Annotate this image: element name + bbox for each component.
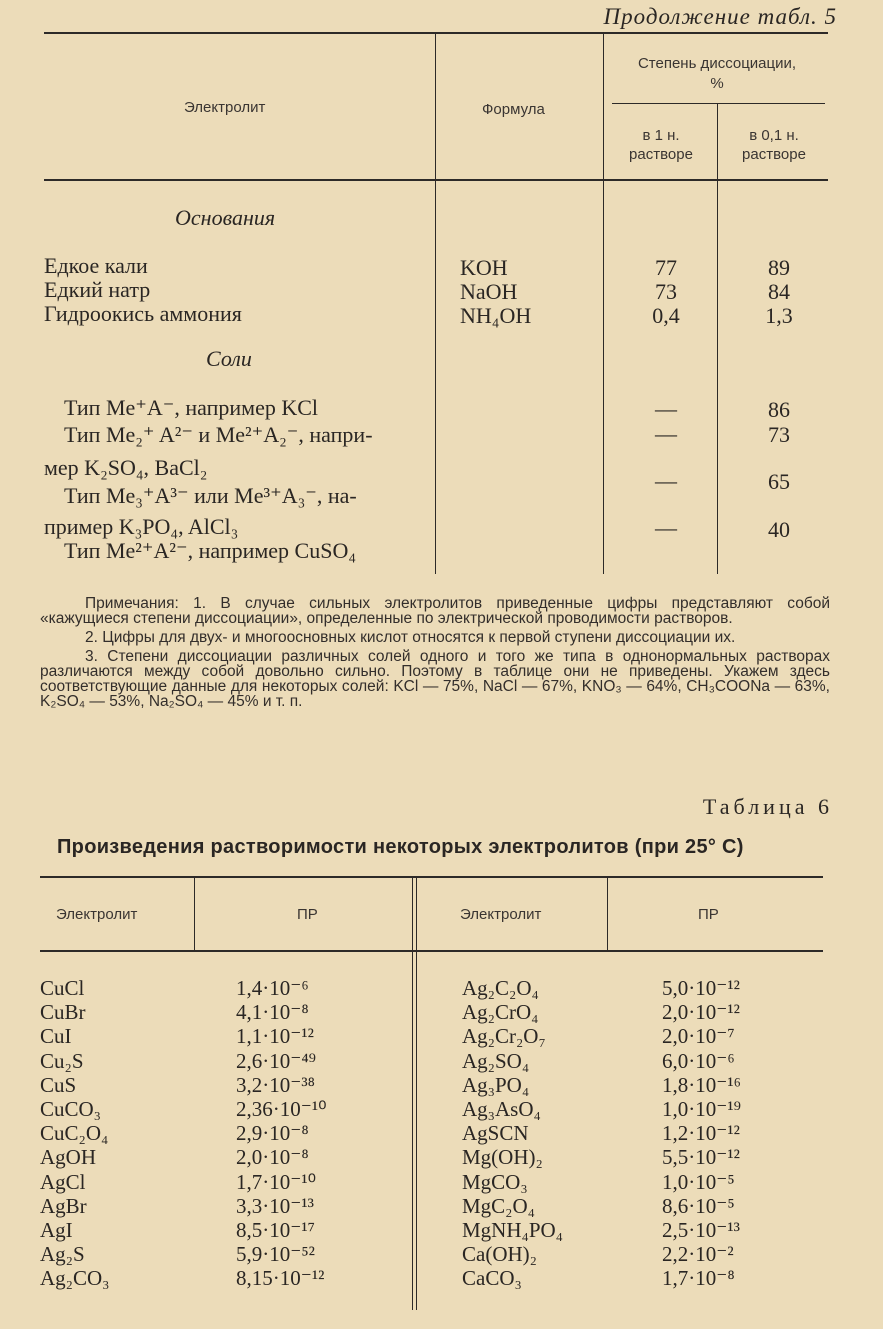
table6-col-pr-right: ПР [698, 906, 719, 923]
salt-v1: — [655, 421, 677, 446]
table5-col-formula: Формула [482, 101, 545, 118]
salt-v1: — [655, 515, 677, 540]
t6-electrolyte-right: Mg(OH)₂ [462, 1145, 543, 1170]
t6-pr-right: 5,5·10⁻¹² [662, 1145, 740, 1170]
t6-pr-right: 1,0·10⁻⁵ [662, 1169, 735, 1194]
t6-electrolyte-right: MgC₂O₄ [462, 1193, 535, 1218]
table6-label: Таблица 6 [702, 794, 833, 819]
t6-electrolyte-right: AgSCN [462, 1121, 529, 1146]
col-1n-line2: растворе [629, 146, 693, 163]
table6-col-pr-left: ПР [297, 906, 318, 923]
table5-col-1n [606, 126, 716, 164]
degree-unit: % [710, 75, 724, 92]
table6-header-rule [40, 950, 823, 952]
t6-electrolyte-right: Ag₃PO₄ [462, 1072, 530, 1097]
base-v01: 89 [768, 255, 790, 280]
salt-line: Тип Me₂⁺ A²⁻ и Me²⁺A₂⁻, напри- [64, 422, 373, 447]
salt-line: Тип Me⁺A⁻, например KCl [64, 395, 319, 420]
t6-pr-left: 3,2·10⁻³⁸ [236, 1072, 315, 1097]
t6-pr-left: 8,5·10⁻¹⁷ [236, 1218, 315, 1242]
t6-pr-right: 1,8·10⁻¹⁶ [662, 1072, 741, 1097]
t6-electrolyte-left: CuCl [40, 976, 85, 1000]
salt-v01: 86 [768, 397, 790, 422]
t6-electrolyte-right: Ca(OH)₂ [462, 1242, 537, 1267]
table6-col-divider [416, 878, 417, 1310]
t6-pr-right: 1,0·10⁻¹⁹ [662, 1097, 741, 1121]
t6-electrolyte-left: AgI [40, 1218, 73, 1242]
t6-pr-left: 1,7·10⁻¹⁰ [236, 1169, 317, 1194]
table5-header-rule [44, 179, 828, 181]
t6-pr-right: 2,0·10⁻⁷ [662, 1024, 735, 1049]
t6-pr-right: 2,2·10⁻² [662, 1242, 734, 1267]
t6-electrolyte-right: MgNH₄PO₄ [462, 1218, 563, 1242]
base-formula: NaOH [460, 279, 518, 304]
table6-title: Произведения растворимости некоторых электролитов (при 25° C) [57, 836, 744, 858]
t6-electrolyte-right: MgCO₃ [462, 1169, 528, 1194]
base-v01: 1,3 [765, 303, 793, 328]
t6-pr-left: 5,9·10⁻⁵² [236, 1242, 315, 1267]
t6-electrolyte-left: CuBr [40, 1000, 86, 1025]
t6-pr-right: 1,7·10⁻⁸ [662, 1266, 735, 1291]
note-3: 3. Степени диссоциации различных солей одного и того же типа в однонормальных растворах различаются между собой довольно сильно. Поэтому в таблице они не приведены. Укажем здесь соответствующие данные для некоторых солей: KCl — 75%, NaCl — 67%, KNO₃ — 64%, CH₃COONa — 63%, K₂SO₄ — 53%, Na₂SO₄ — 45% и т. п. [40, 648, 830, 710]
table6-col-divider [607, 878, 608, 950]
t6-electrolyte-left: Cu₂S [40, 1048, 84, 1073]
table6-col-divider [194, 878, 195, 950]
t6-pr-right: 6,0·10⁻⁶ [662, 1048, 735, 1073]
note-1: Примечания: 1. В случае сильных электролитов приведенные цифры представляют собой «кажущиеся степени диссоциации», определенные по электрической проводимости растворов. [40, 595, 830, 627]
t6-pr-left: 1,4·10⁻⁶ [236, 976, 309, 1000]
t6-electrolyte-left: AgOH [40, 1145, 96, 1170]
table5-col-divider [435, 34, 436, 574]
base-v1: 77 [655, 255, 677, 280]
notes [40, 596, 830, 709]
col-1n-line1: в 1 н. [642, 127, 680, 144]
salt-line: Тип Me²⁺A²⁻, например CuSO₄ [64, 538, 357, 563]
t6-pr-right: 2,5·10⁻¹³ [662, 1218, 740, 1242]
t6-electrolyte-right: CaCO₃ [462, 1266, 522, 1291]
t6-electrolyte-left: CuS [40, 1072, 77, 1097]
col-01n-line1: в 0,1 н. [749, 127, 799, 144]
t6-electrolyte-right: Ag₂Cr₂O₇ [462, 1024, 546, 1049]
table5-col-degree [606, 54, 828, 94]
salt-v01: 73 [768, 422, 790, 447]
salt-v01: 40 [768, 517, 790, 542]
table5-top-rule [44, 32, 828, 34]
col-01n-line2: растворе [742, 146, 806, 163]
t6-electrolyte-left: CuC₂O₄ [40, 1121, 109, 1146]
table5-col-electrolyte: Электролит [184, 99, 266, 116]
t6-pr-left: 2,9·10⁻⁸ [236, 1121, 309, 1146]
t6-pr-right: 8,6·10⁻⁵ [662, 1193, 735, 1218]
table5-col-divider [717, 104, 718, 574]
salt-line: пример K₃PO₄, AlCl₃ [44, 514, 239, 539]
t6-electrolyte-left: Ag₂CO₃ [40, 1266, 110, 1291]
table5-subheader-rule [612, 103, 825, 104]
base-name: Едкий натр [44, 277, 151, 302]
base-formula: KOH [460, 255, 508, 280]
t6-electrolyte-left: AgBr [40, 1193, 87, 1218]
t6-electrolyte-right: Ag₂C₂O₄ [462, 976, 539, 1000]
t6-pr-left: 8,15·10⁻¹² [236, 1266, 325, 1291]
t6-pr-right: 5,0·10⁻¹² [662, 976, 740, 1000]
t6-pr-left: 2,36·10⁻¹⁰ [236, 1097, 327, 1121]
salt-line: мер K₂SO₄, BaCl₂ [44, 455, 208, 480]
salt-line: Тип Me₃⁺A³⁻ или Me³⁺A₃⁻, на- [64, 483, 357, 508]
base-v1: 73 [655, 279, 677, 304]
t6-electrolyte-right: Ag₂CrO₄ [462, 1000, 539, 1025]
base-formula: NH₄OH [460, 303, 532, 328]
table6-col-electrolyte-right: Электролит [460, 906, 542, 923]
section-bases: Основания [175, 205, 276, 230]
base-v01: 84 [768, 279, 790, 304]
table6-top-rule [40, 876, 823, 878]
table5-col-divider [603, 34, 604, 574]
t6-electrolyte-right: Ag₂SO₄ [462, 1048, 530, 1073]
t6-pr-left: 4,1·10⁻⁸ [236, 1000, 309, 1025]
salt-v1: — [655, 396, 677, 421]
base-v1: 0,4 [652, 303, 680, 328]
salt-v1: — [655, 468, 677, 493]
table6-col-divider [412, 878, 413, 1310]
base-name: Гидроокись аммония [44, 301, 242, 326]
t6-electrolyte-right: Ag₃AsO₄ [462, 1097, 541, 1121]
t6-electrolyte-left: CuCO₃ [40, 1097, 102, 1121]
t6-pr-left: 1,1·10⁻¹² [236, 1024, 314, 1049]
page-header: Продолжение табл. 5 [603, 4, 837, 29]
t6-electrolyte-left: Ag₂S [40, 1242, 85, 1267]
t6-electrolyte-left: CuI [40, 1024, 72, 1049]
t6-pr-right: 1,2·10⁻¹² [662, 1121, 740, 1146]
t6-pr-left: 2,6·10⁻⁴⁹ [236, 1048, 316, 1073]
t6-electrolyte-left: AgCl [40, 1169, 86, 1194]
base-name: Едкое кали [44, 253, 148, 278]
note-2: 2. Цифры для двух- и многоосновных кислот относятся к первой ступени диссоциации их. [85, 629, 736, 646]
t6-pr-right: 2,0·10⁻¹² [662, 1000, 740, 1025]
section-salts: Соли [206, 346, 252, 371]
t6-pr-left: 2,0·10⁻⁸ [236, 1145, 309, 1170]
table6-col-electrolyte-left: Электролит [56, 906, 138, 923]
table5-col-01n [719, 126, 829, 164]
salt-v01: 65 [768, 469, 790, 494]
t6-pr-left: 3,3·10⁻¹³ [236, 1193, 314, 1218]
degree-title: Степень диссоциации, [637, 55, 797, 72]
